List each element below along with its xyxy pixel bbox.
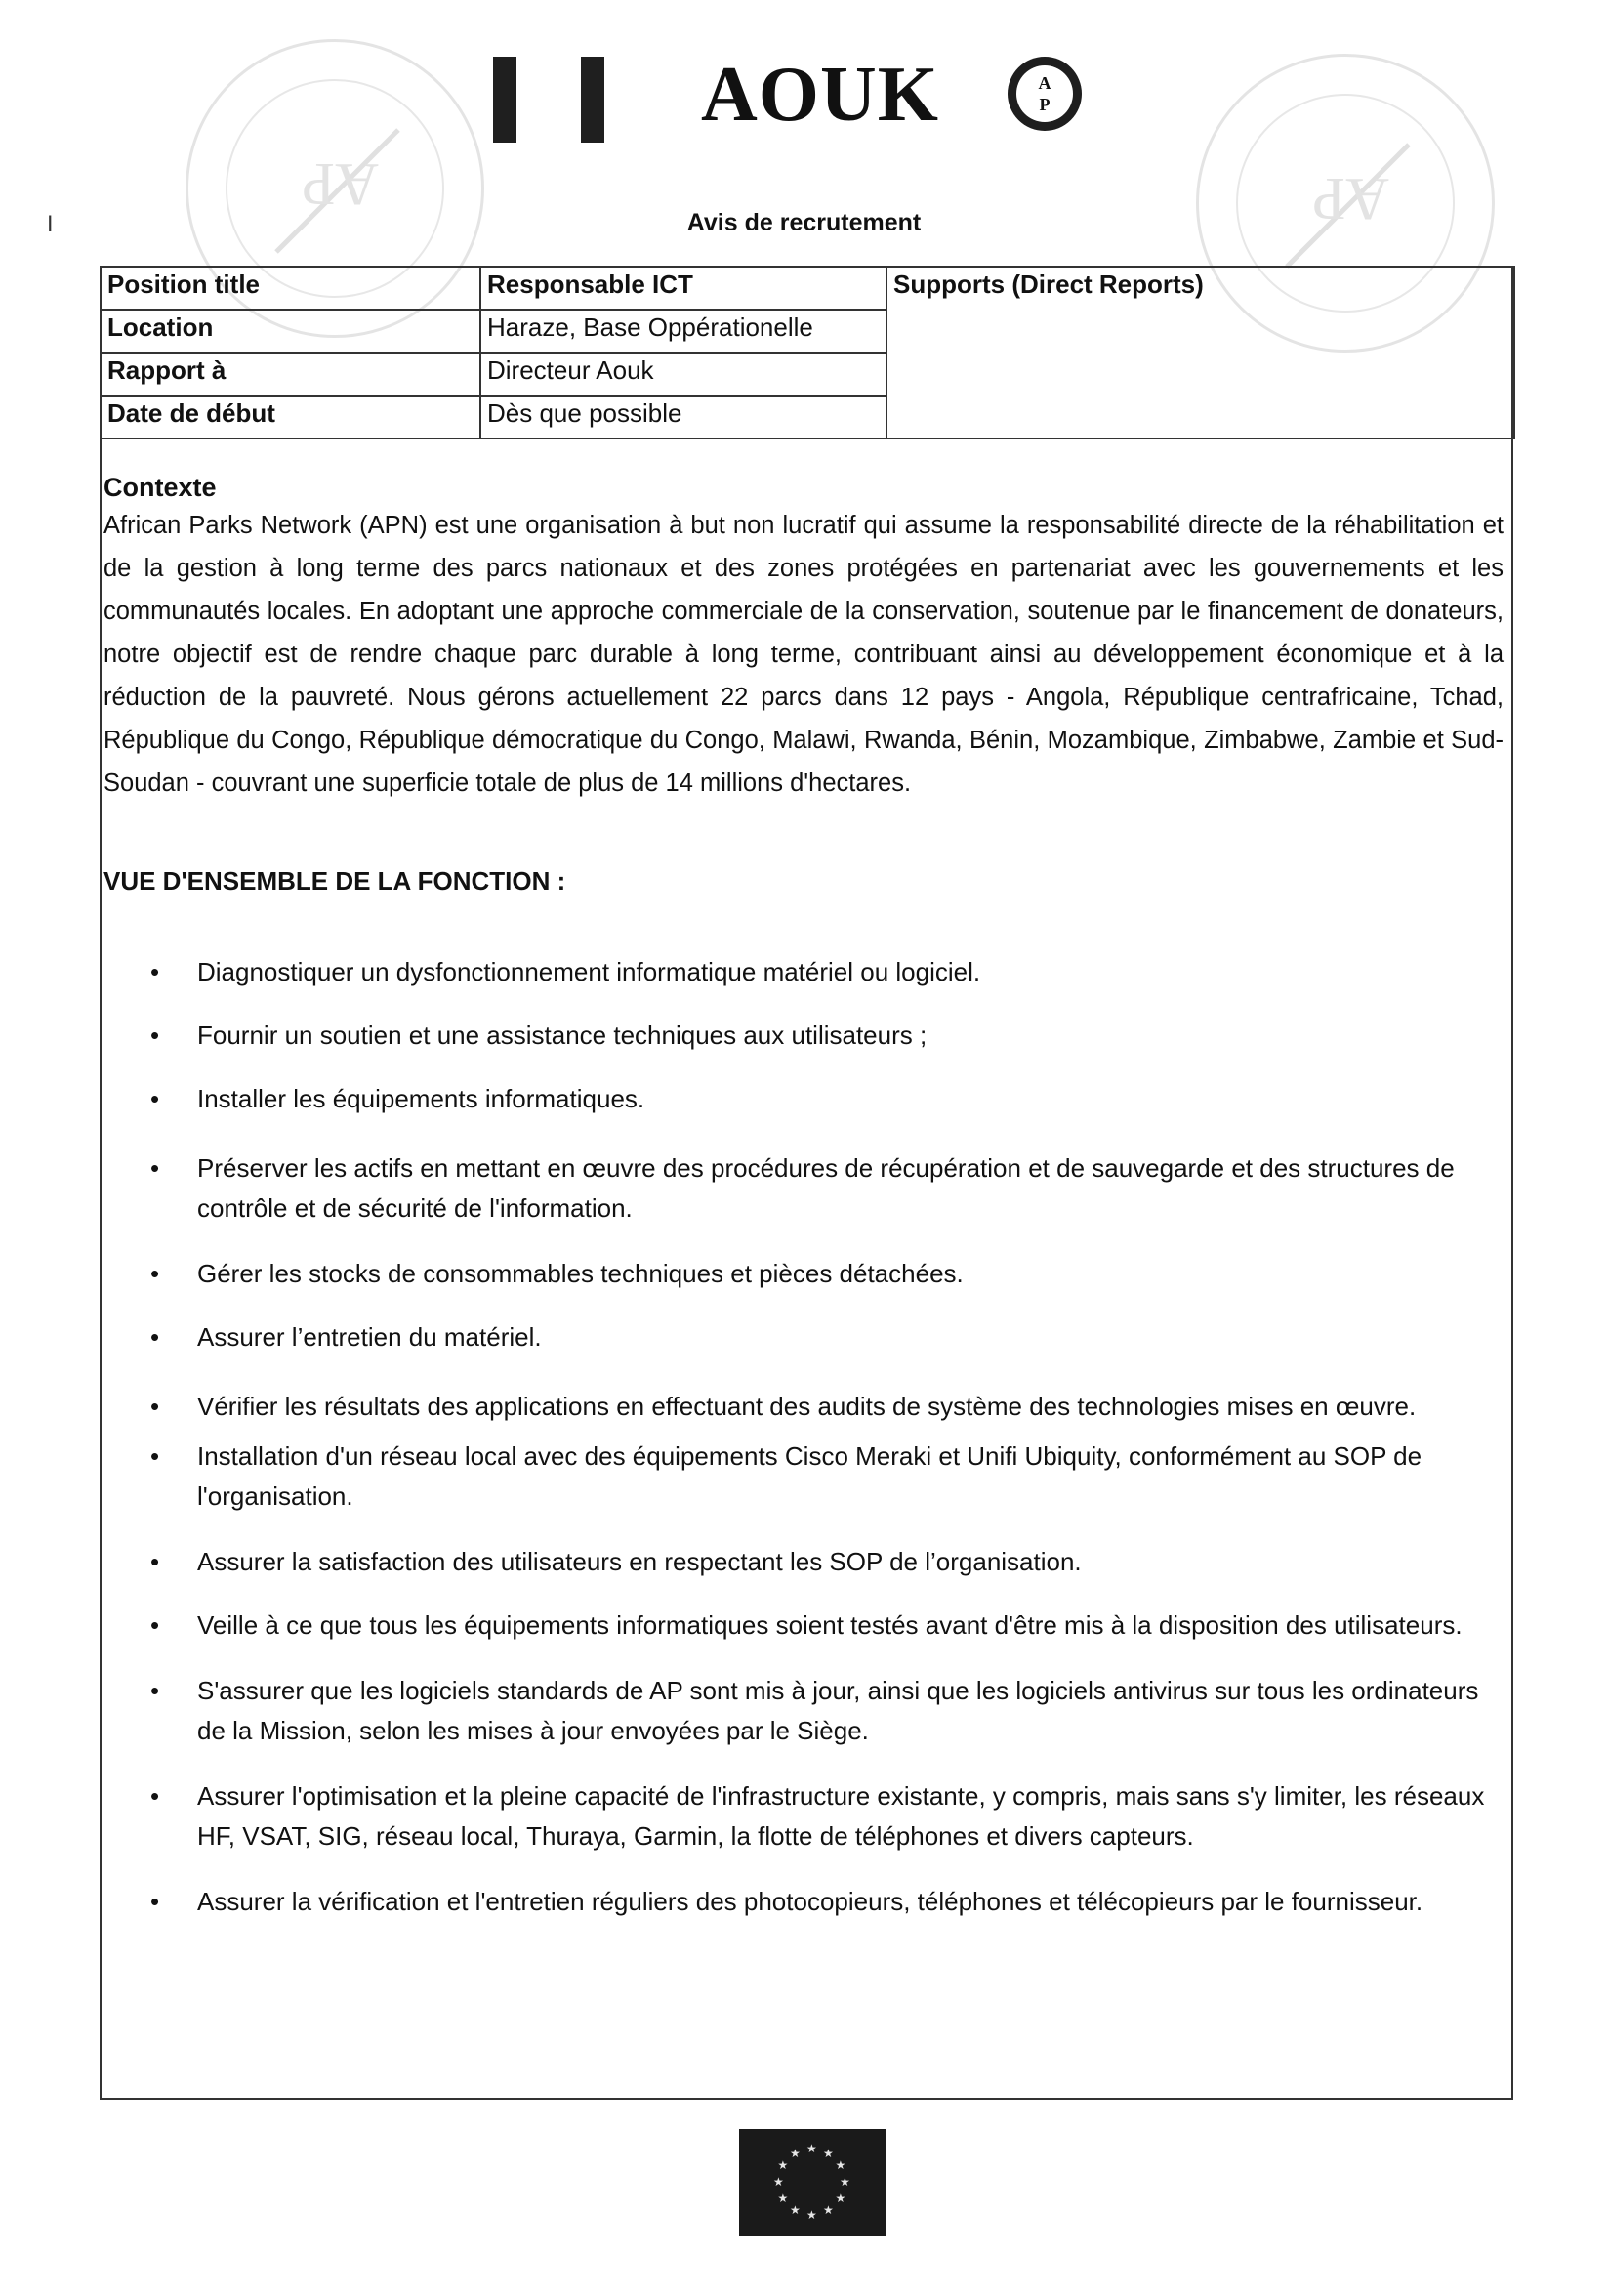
list-item-text: Veille à ce que tous les équipements informatiques soient testés avant d'être mis à la disposition des utilisateurs.	[197, 1610, 1463, 1640]
bullet-icon: •	[150, 1610, 160, 1640]
list-item-text: Assurer la satisfaction des utilisateurs en respectant les SOP de l’organisation.	[197, 1547, 1082, 1576]
logo-letter-p: P	[1039, 95, 1051, 114]
list-item	[144, 1254, 1492, 1294]
supports-direct-reports: Supports (Direct Reports)	[886, 267, 1514, 438]
flag-star-icon: ★	[835, 2192, 846, 2205]
contexte-paragraph: African Parks Network (APN) est une organisation à but non lucratif qui assume la responsabilité directe de la réhabilitation et de la gestion à long terme des parcs nationaux et des zones protégées en partenariat avec les gouvernements et les communautés locales. En adoptant une approche commerciale de la conservation, soutenue par le financement de donateurs, notre objectif est de rendre chaque parc durable à long terme, contribuant ainsi au développement économique et à la réduction de la pauvreté. Nous gérons actuellement 22 parcs dans 12 pays - Angola, République centrafricaine, Tchad, République du Congo, République démocratique du Congo, Malawi, Rwanda, Bénin, Mozambique, Zimbabwe, Zambie et Sud-Soudan - couvrant une superficie totale de plus de 14 millions d'hectares.	[103, 512, 1504, 797]
label-location: Location	[101, 310, 480, 353]
flag-star-icon: ★	[790, 2146, 801, 2160]
list-item-text: S'assurer que les logiciels standards de AP sont mis à jour, ainsi que les logiciels antivirus sur tous les ordinateurs de la Mission, selon les mises à jour envoyées par le Siège.	[197, 1676, 1479, 1745]
list-item-text: Diagnostiquer un dysfonctionnement informatique matériel ou logiciel.	[197, 957, 981, 986]
bullet-icon: •	[150, 957, 160, 986]
svg-text:AP: AP	[1311, 165, 1389, 231]
logo-letter-a: A	[1038, 73, 1051, 93]
position-info-table	[100, 266, 1515, 439]
label-date-debut: Date de début	[101, 396, 480, 438]
eu-flag-icon	[739, 2129, 886, 2236]
bullet-icon: •	[150, 1392, 160, 1421]
value-date-debut: Dès que possible	[480, 396, 886, 438]
list-item	[144, 1148, 1492, 1229]
list-item-text: Gérer les stocks de consommables techniques et pièces détachées.	[197, 1259, 964, 1288]
list-item-text: Assurer l’entretien du matériel.	[197, 1322, 542, 1352]
african-parks-logo-icon	[1008, 57, 1082, 131]
flag-star-icon: ★	[835, 2158, 846, 2172]
list-item-text: Assurer l'optimisation et la pleine capacité de l'infrastructure existante, y compris, mais sans s'y limiter, les réseaux HF, VSAT, SIG, réseau local, Thuraya, Garmin, la flotte de téléphones et divers capteurs.	[197, 1781, 1485, 1851]
page-title: AOUK	[701, 52, 939, 138]
table-row	[101, 267, 1514, 310]
bullet-icon: •	[150, 1441, 160, 1471]
bullet-icon: •	[150, 1153, 160, 1183]
value-position-title: Responsable ICT	[480, 267, 886, 310]
list-item	[144, 1671, 1492, 1751]
flag-star-icon: ★	[823, 2146, 834, 2160]
list-item-text: Assurer la vérification et l'entretien réguliers des photocopieurs, téléphones et télécopieurs par le fournisseur.	[197, 1887, 1423, 1916]
flag-star-icon: ★	[777, 2192, 789, 2205]
list-item-text: Installation d'un réseau local avec des équipements Cisco Meraki et Unifi Ubiquity, conformément au SOP de l'organisation.	[197, 1441, 1422, 1511]
flag-star-icon: ★	[840, 2175, 850, 2189]
fonction-heading: VUE D'ENSEMBLE DE LA FONCTION :	[103, 866, 566, 896]
flag-star-icon: ★	[806, 2142, 817, 2155]
list-item	[144, 1882, 1492, 1922]
bullet-icon: •	[150, 1547, 160, 1576]
margin-mark: I	[47, 213, 54, 237]
list-item	[144, 1542, 1492, 1582]
bullet-icon: •	[150, 1781, 160, 1811]
list-item	[144, 1437, 1492, 1517]
bullet-icon: •	[150, 1887, 160, 1916]
list-item	[144, 952, 1492, 992]
flag-star-icon: ★	[773, 2175, 784, 2189]
contexte-section	[103, 471, 1509, 805]
flag-star-icon: ★	[823, 2203, 834, 2218]
flag-star-icon: ★	[790, 2203, 801, 2218]
list-item-text: Installer les équipements informatiques.	[197, 1084, 645, 1113]
list-item	[144, 1016, 1492, 1056]
bullet-icon: •	[150, 1322, 160, 1352]
fonction-list	[144, 952, 1492, 1922]
svg-text:AP: AP	[301, 150, 379, 217]
label-rapport: Rapport à	[101, 353, 480, 396]
flag-star-icon: ★	[777, 2158, 789, 2172]
list-item-text: Fournir un soutien et une assistance techniques aux utilisateurs ;	[197, 1021, 928, 1050]
value-location: Haraze, Base Oppérationelle	[480, 310, 886, 353]
list-item	[144, 1606, 1492, 1646]
flag-star-icon: ★	[806, 2208, 817, 2222]
bullet-icon: •	[150, 1021, 160, 1050]
list-item	[144, 1079, 1492, 1119]
contexte-heading: Contexte	[103, 473, 217, 502]
list-item-text: Préserver les actifs en mettant en œuvre des procédures de récupération et de sauvegarde et des structures de contrôle et de sécurité de l'information.	[197, 1153, 1455, 1223]
list-item-text: Vérifier les résultats des applications en effectuant des audits de système des technologies mises en œuvre.	[197, 1392, 1417, 1421]
list-item	[144, 1317, 1492, 1357]
value-rapport: Directeur Aouk	[480, 353, 886, 396]
list-item	[144, 1776, 1492, 1857]
label-position-title: Position title	[101, 267, 480, 310]
bullet-icon: •	[150, 1084, 160, 1113]
bullet-icon: •	[150, 1676, 160, 1705]
document-subtitle: Avis de recrutement	[686, 209, 922, 236]
bullet-icon: •	[150, 1259, 160, 1288]
list-item	[144, 1387, 1492, 1427]
